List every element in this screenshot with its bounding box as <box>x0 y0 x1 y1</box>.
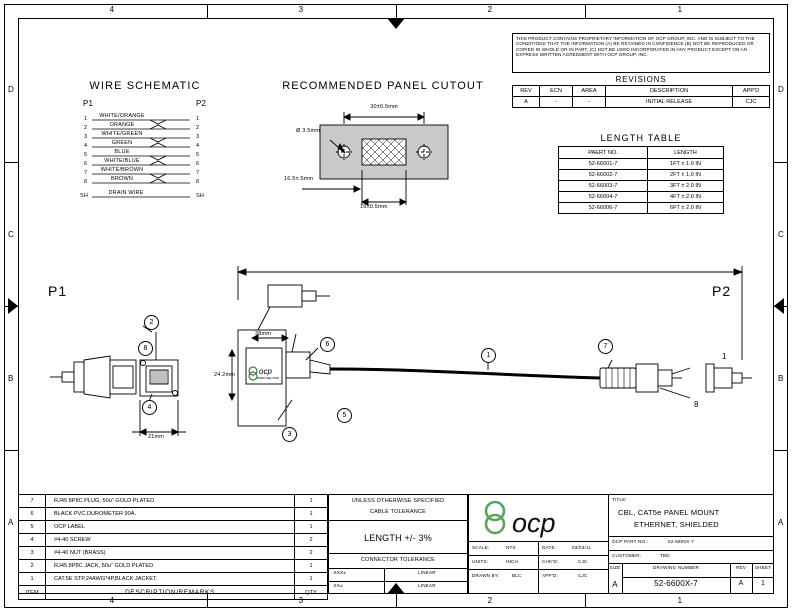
revisions-header-area: AREA <box>573 86 606 97</box>
title-line-2: ETHERNET, SHIELDED <box>634 520 719 529</box>
specs-xxx-value: LINEAR <box>418 570 436 575</box>
length-part-no: 52-66002-7 <box>559 170 648 181</box>
length-header-part: PAERT NO. <box>559 147 648 159</box>
panel-cutout-title: RECOMMENDED PANEL CUTOUT <box>282 80 484 92</box>
bom-description: #4-40 SCREW <box>46 534 295 547</box>
bom-description: RJ45 8P8C JACK, 50u" GOLD PLATED. <box>46 560 295 573</box>
title-block-divider <box>608 494 609 594</box>
dwg-number-value: 52-6600X-7 <box>654 579 698 588</box>
balloon-5: 5 <box>337 408 352 423</box>
drawn-label: DRAWN BY: <box>472 573 500 578</box>
revisions-header-rev: REV <box>513 86 540 97</box>
revisions-header-ecn: ECN <box>540 86 573 97</box>
length-value: 3FT ± 2.0 IN <box>648 181 724 192</box>
title-block-divider <box>752 563 753 594</box>
sheet-label: SHEET <box>754 565 772 570</box>
title-block-divider <box>730 563 731 594</box>
assembly-dim-24-2mm: 24.2mm <box>214 372 236 378</box>
wire-pin-right: 3 <box>196 134 200 140</box>
bom-item: 3 <box>19 547 46 560</box>
balloon-7: 7 <box>598 339 613 354</box>
revision-appd: CJC <box>733 97 770 108</box>
table-row <box>19 560 328 573</box>
specs-xx-value: LINEAR <box>418 583 436 588</box>
wire-schematic-title: WIRE SCHEMATIC <box>89 80 201 92</box>
balloon-2: 2 <box>144 315 159 330</box>
part-number-label: OCP PART NO.: <box>612 539 649 544</box>
wire-pin-right: 6 <box>196 161 200 167</box>
wire-label: WHITE/ORANGE <box>99 113 145 119</box>
table-row <box>19 573 328 586</box>
ocp-label-text: ocp <box>259 367 272 376</box>
zone-label-top-4: 4 <box>109 5 115 14</box>
date-label: DATE: <box>542 545 557 550</box>
table-row <box>19 508 328 521</box>
bom-table <box>18 494 328 600</box>
assembly-dim-38mm: 38mm <box>255 331 272 337</box>
zone-label-left-b: B <box>8 374 14 383</box>
revision-rev: A <box>513 97 540 108</box>
revision-area: - <box>573 97 606 108</box>
bom-header-item: ITEM <box>19 586 46 600</box>
length-part-no: 52-66001-7 <box>559 159 648 170</box>
wire-pin-left: 1 <box>84 116 88 122</box>
wire-pin-left: 3 <box>84 134 88 140</box>
title-block-divider <box>538 541 539 594</box>
ocp-logo <box>478 498 604 538</box>
wire-pin-right: 7 <box>196 170 200 176</box>
appd-value: CJC <box>578 573 588 578</box>
zone-label-right-c: C <box>778 230 784 239</box>
balloon-3: 3 <box>282 427 297 442</box>
length-table-title: LENGTH TABLE <box>600 133 682 143</box>
rev-value: A <box>738 580 744 587</box>
customer-value: TBD <box>660 553 670 558</box>
ocp-label-on-part <box>246 364 284 384</box>
revision-description: INITIAL RELEASE <box>606 97 733 108</box>
specs-divider <box>328 520 468 521</box>
bom-qty: 1 <box>295 573 328 586</box>
size-value: A <box>612 580 618 589</box>
wire-label: GREEN <box>111 140 133 146</box>
zone-label-top-3: 3 <box>298 5 304 14</box>
wire-pin-left: 2 <box>84 125 88 131</box>
wire-pin-right: 2 <box>196 125 200 131</box>
wire-label: BLUE <box>114 149 130 155</box>
zone-label-left-d: D <box>8 85 14 94</box>
specs-divider <box>328 581 468 582</box>
wire-pin-right: 4 <box>196 143 200 149</box>
zone-label-top-1: 1 <box>677 5 683 14</box>
revisions-title: REVISIONS <box>615 75 667 84</box>
length-part-no: 52-66004-7 <box>559 192 648 203</box>
bom-item: 1 <box>19 573 46 586</box>
zone-label-right-b: B <box>778 374 784 383</box>
specs-unless-line: UNLESS OTHERWISE SPECIFIED <box>351 498 445 504</box>
specs-connector-tolerance: CONNECTOR TOLERANCE <box>360 557 436 563</box>
bom-header-row <box>19 586 328 600</box>
specs-divider <box>328 568 468 569</box>
balloon-right-1: 1 <box>722 352 727 361</box>
table-row <box>19 521 328 534</box>
wire-pin-left: 6 <box>84 161 88 167</box>
wire-schematic-p1-label: P1 <box>83 99 94 108</box>
bom-description: #4-40 NUT (BRASS) <box>46 547 295 560</box>
wire-label: WHITE/BROWN <box>100 167 144 173</box>
bom-item: 2 <box>19 560 46 573</box>
title-block-divider <box>608 550 774 551</box>
appd-label: APP'D: <box>542 573 558 578</box>
panel-dim-hole: Ø 3.5mm <box>296 128 321 134</box>
bom-qty: 1 <box>295 495 328 508</box>
bom-description: OCP LABEL <box>46 521 295 534</box>
length-part-no: 52-66006-7 <box>559 203 648 214</box>
units-value: INCH <box>506 559 519 564</box>
bom-header-description: DESCRIPTION/REMARKS <box>46 586 295 600</box>
zone-label-right-a: A <box>778 518 784 527</box>
length-part-no: 52-66003-7 <box>559 181 648 192</box>
proprietary-note-text: THIS PRODUCT CONTAINS PROPRIETARY INFORMATION OF OCP GROUP, INC. AND IS SUBJECT TO THE CONDITIONS THAT THE INFORMATION (A) BE RETAINED IN CONFIDENCE (B) NOT BE REPRODUCED OR COPIED IN WHOLE OR IN PART, (C) NOT BE USED INCORPORATED IN ANY PRODUCT EXCEPT ON AN EXPRESS WRITTEN AGREEMENT WITH OCP GROUP, INC. <box>516 36 755 58</box>
title-label: TITLE: <box>612 497 627 502</box>
table-row <box>19 495 328 508</box>
specs-cable-tolerance: CABLE TOLERANCE <box>370 509 426 515</box>
balloon-4: 4 <box>142 400 157 415</box>
wire-label: WHITE/GREEN <box>101 131 143 137</box>
balloon-8: 8 <box>138 341 153 356</box>
bom-description: RJ45 8P8C PLUG, 50u" GOLD PLATED. <box>46 495 295 508</box>
bom-item: 5 <box>19 521 46 534</box>
title-block-divider <box>608 536 774 537</box>
scale-label: SCALE: <box>472 545 490 550</box>
specs-divider <box>328 553 468 554</box>
length-value: 4FT ± 2.0 IN <box>648 192 724 203</box>
assembly-p2-label: P2 <box>712 283 732 299</box>
title-block-divider <box>608 563 774 564</box>
part-number-value: 52-6600X-7 <box>668 539 695 544</box>
specs-divider <box>384 568 385 594</box>
drawn-value: BLC <box>512 573 522 578</box>
ocp-label-url: www.ocp.com <box>257 376 280 380</box>
panel-dim-30: 30±0.5mm <box>370 104 398 110</box>
length-value: 1FT ± 1.0 IN <box>648 159 724 170</box>
bom-header-qty: QTY <box>295 586 328 600</box>
wire-pin-right: 1 <box>196 116 200 122</box>
sheet-value: 1 <box>760 580 766 587</box>
revision-ecn: - <box>540 97 573 108</box>
table-row <box>19 534 328 547</box>
assembly-dim-21mm: 21mm <box>148 434 165 440</box>
wire-label: BROWN <box>110 176 134 182</box>
wire-pin-right: 8 <box>196 179 200 185</box>
length-value: 2FT ± 1.0 IN <box>648 170 724 181</box>
specs-xx-label: .XX± <box>332 583 343 588</box>
bom-description: BLACK PVC,DUROMETER 90A. <box>46 508 295 521</box>
bom-qty: 2 <box>295 547 328 560</box>
size-label: SIZE <box>609 565 621 570</box>
length-value: 6FT ± 2.0 IN <box>648 203 724 214</box>
zone-label-left-c: C <box>8 230 14 239</box>
title-block-divider <box>622 577 774 578</box>
zone-label-bottom-3: 3 <box>298 596 304 605</box>
wire-pin-left: 7 <box>84 170 88 176</box>
revisions-header-description: DESCRIPTION <box>606 86 733 97</box>
scale-value: NTS <box>506 545 516 550</box>
wire-pin-right: SH <box>196 193 205 199</box>
zone-label-right-d: D <box>778 85 784 94</box>
customer-label: CUSTOMER: <box>612 553 642 558</box>
bom-item: 7 <box>19 495 46 508</box>
date-value: 03/03/11 <box>572 545 592 550</box>
zone-label-top-2: 2 <box>487 5 493 14</box>
zone-label-left-a: A <box>8 518 14 527</box>
svg-text:ocp: ocp <box>512 508 556 538</box>
wire-pin-left: 4 <box>84 143 88 149</box>
assembly-p1-label: P1 <box>48 283 68 299</box>
units-label: UNITS: <box>472 559 489 564</box>
specs-xxx-label: .XXX± <box>332 570 346 575</box>
bom-qty: 1 <box>295 560 328 573</box>
revisions-header-appd: APP'D <box>733 86 770 97</box>
zone-label-bottom-1: 1 <box>677 596 683 605</box>
rev-label: REV <box>735 565 747 570</box>
bom-item: 4 <box>19 534 46 547</box>
chkd-value: CJC <box>578 559 588 564</box>
wire-label: WHITE/BLUE <box>104 158 140 164</box>
wire-pin-left: 5 <box>84 152 88 158</box>
balloon-right-8: 8 <box>694 400 699 409</box>
bom-description: CAT.5E STP,24AWG*4P,BLACK JACKET. <box>46 573 295 586</box>
dwg-number-label: DRAWING NUMBER <box>652 565 700 570</box>
panel-dim-16: 16±0.5mm <box>360 204 388 210</box>
zone-label-bottom-2: 2 <box>487 596 493 605</box>
length-header-length: LENGTH <box>648 147 724 159</box>
wire-label: ORANGE <box>109 122 135 128</box>
wire-schematic-p2-label: P2 <box>196 99 207 108</box>
wire-pin-left: SH <box>80 193 89 199</box>
chkd-label: CHK'D: <box>542 559 559 564</box>
bom-item: 6 <box>19 508 46 521</box>
title-line-1: CBL, CAT5e PANEL MOUNT <box>618 508 720 517</box>
title-block-divider <box>622 563 623 594</box>
balloon-6: 6 <box>320 337 335 352</box>
wire-pin-right: 5 <box>196 152 200 158</box>
bom-qty: 2 <box>295 534 328 547</box>
wire-pin-left: 8 <box>84 179 88 185</box>
wire-label: DRAIN WIRE <box>108 190 144 196</box>
balloon-1: 1 <box>481 348 496 363</box>
bom-qty: 1 <box>295 508 328 521</box>
bom-qty: 1 <box>295 521 328 534</box>
specs-length-tolerance: LENGTH +/- 3% <box>364 533 432 543</box>
panel-dim-16-5: 16.5±.5mm <box>284 176 314 182</box>
zone-label-bottom-4: 4 <box>109 596 115 605</box>
table-row <box>19 547 328 560</box>
